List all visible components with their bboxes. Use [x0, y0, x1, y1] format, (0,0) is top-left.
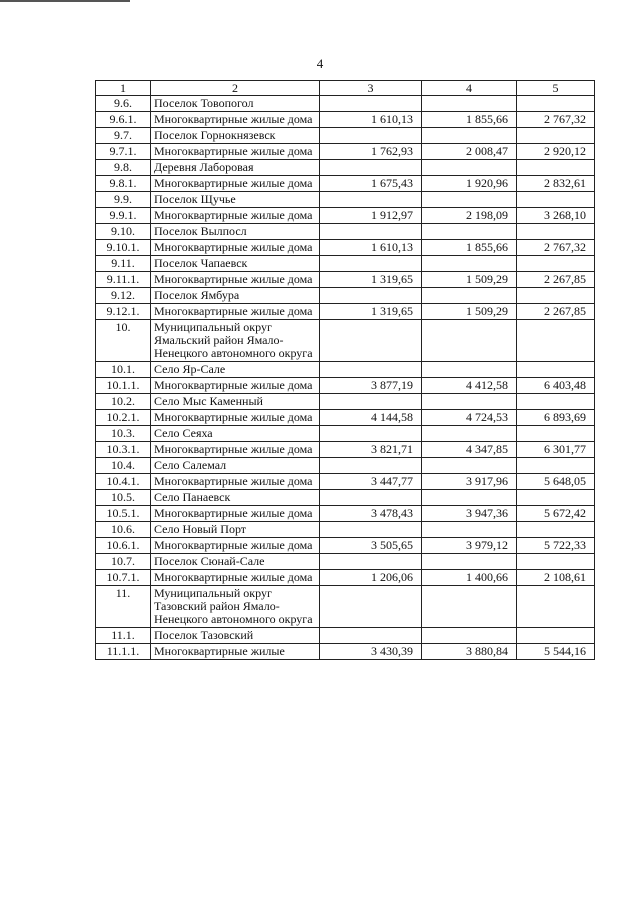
row-number-cell: 10.5.1. — [96, 506, 151, 522]
row-number-cell: 9.11.1. — [96, 272, 151, 288]
row-name-cell: Многоквартирные жилые дома — [151, 176, 320, 192]
row-name-cell: Село Панаевск — [151, 490, 320, 506]
row-name-cell: Многоквартирные жилые дома — [151, 410, 320, 426]
value-cell-col4: 1 920,96 — [422, 176, 517, 192]
header-cell-2: 2 — [151, 81, 320, 96]
row-number-cell: 10.1. — [96, 362, 151, 378]
value-cell-col5 — [517, 224, 595, 240]
row-number-cell: 9.10. — [96, 224, 151, 240]
value-cell-col5: 6 301,77 — [517, 442, 595, 458]
value-cell-col4 — [422, 320, 517, 362]
row-name-cell: Поселок Ямбура — [151, 288, 320, 304]
row-name-cell: Многоквартирные жилые дома — [151, 538, 320, 554]
value-cell-col5: 3 268,10 — [517, 208, 595, 224]
row-number-cell: 9.8.1. — [96, 176, 151, 192]
row-number-cell: 10.2. — [96, 394, 151, 410]
value-cell-col4: 3 947,36 — [422, 506, 517, 522]
row-name-cell: Многоквартирные жилые дома — [151, 304, 320, 320]
table-row — [96, 96, 595, 112]
value-cell-col3 — [320, 426, 422, 442]
row-number-cell: 9.7.1. — [96, 144, 151, 160]
row-number-cell: 10.4.1. — [96, 474, 151, 490]
value-cell-col3 — [320, 554, 422, 570]
table-row — [96, 378, 595, 394]
row-number-cell: 9.12.1. — [96, 304, 151, 320]
value-cell-col5 — [517, 522, 595, 538]
value-cell-col3: 1 206,06 — [320, 570, 422, 586]
row-number-cell: 10.7. — [96, 554, 151, 570]
table-row — [96, 240, 595, 256]
row-number-cell: 9.6. — [96, 96, 151, 112]
value-cell-col4 — [422, 288, 517, 304]
value-cell-col3: 1 610,13 — [320, 112, 422, 128]
value-cell-col5 — [517, 96, 595, 112]
row-number-cell: 9.7. — [96, 128, 151, 144]
value-cell-col3: 3 821,71 — [320, 442, 422, 458]
value-cell-col5: 2 767,32 — [517, 112, 595, 128]
row-number-cell: 10.3.1. — [96, 442, 151, 458]
table-row — [96, 490, 595, 506]
row-name-cell: Многоквартирные жилые дома — [151, 240, 320, 256]
value-cell-col4 — [422, 628, 517, 644]
table-row — [96, 458, 595, 474]
value-cell-col3: 4 144,58 — [320, 410, 422, 426]
value-cell-col4 — [422, 160, 517, 176]
row-name-cell: Многоквартирные жилые дома — [151, 378, 320, 394]
value-cell-col3 — [320, 320, 422, 362]
value-cell-col3 — [320, 288, 422, 304]
value-cell-col3 — [320, 96, 422, 112]
value-cell-col4: 2 008,47 — [422, 144, 517, 160]
value-cell-col5: 6 893,69 — [517, 410, 595, 426]
table-row — [96, 224, 595, 240]
value-cell-col3 — [320, 128, 422, 144]
table-row — [96, 506, 595, 522]
value-cell-col3: 3 505,65 — [320, 538, 422, 554]
table-row — [96, 570, 595, 586]
value-cell-col5 — [517, 426, 595, 442]
page-number: 4 — [316, 56, 324, 71]
value-cell-col5 — [517, 586, 595, 628]
value-cell-col5 — [517, 256, 595, 272]
row-name-cell: Деревня Лаборовая — [151, 160, 320, 176]
value-cell-col4 — [422, 426, 517, 442]
value-cell-col4 — [422, 490, 517, 506]
row-number-cell: 10.1.1. — [96, 378, 151, 394]
value-cell-col5: 5 672,42 — [517, 506, 595, 522]
value-cell-col3 — [320, 362, 422, 378]
table-row — [96, 128, 595, 144]
row-name-cell: Поселок Сюнай-Сале — [151, 554, 320, 570]
row-name-cell: Многоквартирные жилые дома — [151, 474, 320, 490]
value-cell-col5 — [517, 362, 595, 378]
table-row — [96, 522, 595, 538]
value-cell-col5: 2 267,85 — [517, 272, 595, 288]
row-name-cell: Поселок Товопогол — [151, 96, 320, 112]
value-cell-col3 — [320, 490, 422, 506]
table-row — [96, 192, 595, 208]
value-cell-col3: 3 447,77 — [320, 474, 422, 490]
value-cell-col4 — [422, 522, 517, 538]
row-name-cell: Многоквартирные жилые дома — [151, 570, 320, 586]
value-cell-col4: 3 979,12 — [422, 538, 517, 554]
value-cell-col5: 2 267,85 — [517, 304, 595, 320]
table-row — [96, 272, 595, 288]
value-cell-col4: 1 509,29 — [422, 304, 517, 320]
value-cell-col4: 1 855,66 — [422, 240, 517, 256]
value-cell-col5 — [517, 192, 595, 208]
value-cell-col4: 3 917,96 — [422, 474, 517, 490]
row-number-cell: 9.9.1. — [96, 208, 151, 224]
row-number-cell: 10.2.1. — [96, 410, 151, 426]
table-row — [96, 426, 595, 442]
row-name-cell: Многоквартирные жилые дома — [151, 208, 320, 224]
row-number-cell: 11. — [96, 586, 151, 628]
value-cell-col5: 6 403,48 — [517, 378, 595, 394]
table-row — [96, 474, 595, 490]
value-cell-col4 — [422, 128, 517, 144]
row-name-cell: Муниципальный округ Тазовский район Ямало-Ненецкого автономного округа — [151, 586, 320, 628]
value-cell-col4 — [422, 96, 517, 112]
row-name-cell: Село Сеяха — [151, 426, 320, 442]
value-cell-col5: 2 832,61 — [517, 176, 595, 192]
header-cell-1: 1 — [96, 81, 151, 96]
value-cell-col3 — [320, 394, 422, 410]
row-name-cell: Поселок Тазовский — [151, 628, 320, 644]
value-cell-col4 — [422, 586, 517, 628]
value-cell-col3: 3 877,19 — [320, 378, 422, 394]
value-cell-col5 — [517, 160, 595, 176]
value-cell-col5 — [517, 128, 595, 144]
row-number-cell: 10.4. — [96, 458, 151, 474]
value-cell-col3 — [320, 522, 422, 538]
table-row — [96, 538, 595, 554]
table-row — [96, 112, 595, 128]
value-cell-col5 — [517, 320, 595, 362]
value-cell-col5: 5 544,16 — [517, 644, 595, 660]
row-number-cell: 9.10.1. — [96, 240, 151, 256]
value-cell-col4 — [422, 554, 517, 570]
header-cell-3: 3 — [320, 81, 422, 96]
header-cell-5: 5 — [517, 81, 595, 96]
value-cell-col5 — [517, 394, 595, 410]
value-cell-col3: 1 319,65 — [320, 272, 422, 288]
row-name-cell: Поселок Горнокнязевск — [151, 128, 320, 144]
row-name-cell: Многоквартирные жилые дома — [151, 272, 320, 288]
table-row — [96, 410, 595, 426]
value-cell-col3 — [320, 458, 422, 474]
table-row — [96, 320, 595, 362]
value-cell-col5: 5 722,33 — [517, 538, 595, 554]
value-cell-col3: 1 610,13 — [320, 240, 422, 256]
scan-corner-line — [0, 0, 130, 2]
value-cell-col4 — [422, 256, 517, 272]
value-cell-col5: 2 920,12 — [517, 144, 595, 160]
value-cell-col4 — [422, 362, 517, 378]
value-cell-col4: 2 198,09 — [422, 208, 517, 224]
row-name-cell: Поселок Вылпосл — [151, 224, 320, 240]
row-number-cell: 10.5. — [96, 490, 151, 506]
value-cell-col4: 4 347,85 — [422, 442, 517, 458]
row-name-cell: Многоквартирные жилые дома — [151, 506, 320, 522]
row-name-cell: Многоквартирные жилые дома — [151, 144, 320, 160]
value-cell-col4: 1 400,66 — [422, 570, 517, 586]
value-cell-col5: 2 767,32 — [517, 240, 595, 256]
value-cell-col5 — [517, 490, 595, 506]
value-cell-col3: 1 675,43 — [320, 176, 422, 192]
row-number-cell: 11.1.1. — [96, 644, 151, 660]
table-row — [96, 208, 595, 224]
tariff-table — [95, 80, 595, 660]
row-number-cell: 9.8. — [96, 160, 151, 176]
value-cell-col4 — [422, 458, 517, 474]
table-body — [96, 81, 595, 660]
table-row — [96, 442, 595, 458]
row-name-cell: Муниципальный округ Ямальский район Ямало-Ненецкого автономного округа — [151, 320, 320, 362]
row-name-cell: Село Яр-Сале — [151, 362, 320, 378]
value-cell-col4: 1 509,29 — [422, 272, 517, 288]
value-cell-col5 — [517, 288, 595, 304]
value-cell-col3 — [320, 628, 422, 644]
value-cell-col4: 3 880,84 — [422, 644, 517, 660]
row-name-cell: Многоквартирные жилые — [151, 644, 320, 660]
value-cell-col5 — [517, 458, 595, 474]
row-number-cell: 10.6. — [96, 522, 151, 538]
value-cell-col3 — [320, 586, 422, 628]
row-name-cell: Поселок Щучье — [151, 192, 320, 208]
value-cell-col3: 1 319,65 — [320, 304, 422, 320]
row-number-cell: 10. — [96, 320, 151, 362]
value-cell-col4 — [422, 192, 517, 208]
value-cell-col3 — [320, 160, 422, 176]
value-cell-col4 — [422, 224, 517, 240]
value-cell-col5: 2 108,61 — [517, 570, 595, 586]
value-cell-col3 — [320, 192, 422, 208]
value-cell-col3 — [320, 224, 422, 240]
value-cell-col5: 5 648,05 — [517, 474, 595, 490]
row-number-cell: 9.12. — [96, 288, 151, 304]
value-cell-col4: 4 412,58 — [422, 378, 517, 394]
table-row — [96, 644, 595, 660]
row-number-cell: 10.3. — [96, 426, 151, 442]
table-row — [96, 586, 595, 628]
value-cell-col3 — [320, 256, 422, 272]
row-number-cell: 11.1. — [96, 628, 151, 644]
table-row — [96, 176, 595, 192]
table-row — [96, 554, 595, 570]
header-row — [96, 81, 595, 96]
row-number-cell: 9.6.1. — [96, 112, 151, 128]
table-row — [96, 628, 595, 644]
table-row — [96, 304, 595, 320]
value-cell-col4: 4 724,53 — [422, 410, 517, 426]
row-number-cell: 10.6.1. — [96, 538, 151, 554]
table-row — [96, 394, 595, 410]
row-name-cell: Многоквартирные жилые дома — [151, 442, 320, 458]
header-cell-4: 4 — [422, 81, 517, 96]
value-cell-col4 — [422, 394, 517, 410]
row-number-cell: 9.11. — [96, 256, 151, 272]
row-number-cell: 10.7.1. — [96, 570, 151, 586]
value-cell-col4: 1 855,66 — [422, 112, 517, 128]
value-cell-col3: 1 762,93 — [320, 144, 422, 160]
table-row — [96, 362, 595, 378]
value-cell-col5 — [517, 628, 595, 644]
value-cell-col5 — [517, 554, 595, 570]
value-cell-col3: 3 478,43 — [320, 506, 422, 522]
value-cell-col3: 3 430,39 — [320, 644, 422, 660]
row-name-cell: Село Салемал — [151, 458, 320, 474]
row-name-cell: Многоквартирные жилые дома — [151, 112, 320, 128]
table-row — [96, 160, 595, 176]
value-cell-col3: 1 912,97 — [320, 208, 422, 224]
table-row — [96, 288, 595, 304]
row-name-cell: Поселок Чапаевск — [151, 256, 320, 272]
table-row — [96, 144, 595, 160]
table-row — [96, 256, 595, 272]
row-name-cell: Село Мыс Каменный — [151, 394, 320, 410]
row-number-cell: 9.9. — [96, 192, 151, 208]
row-name-cell: Село Новый Порт — [151, 522, 320, 538]
